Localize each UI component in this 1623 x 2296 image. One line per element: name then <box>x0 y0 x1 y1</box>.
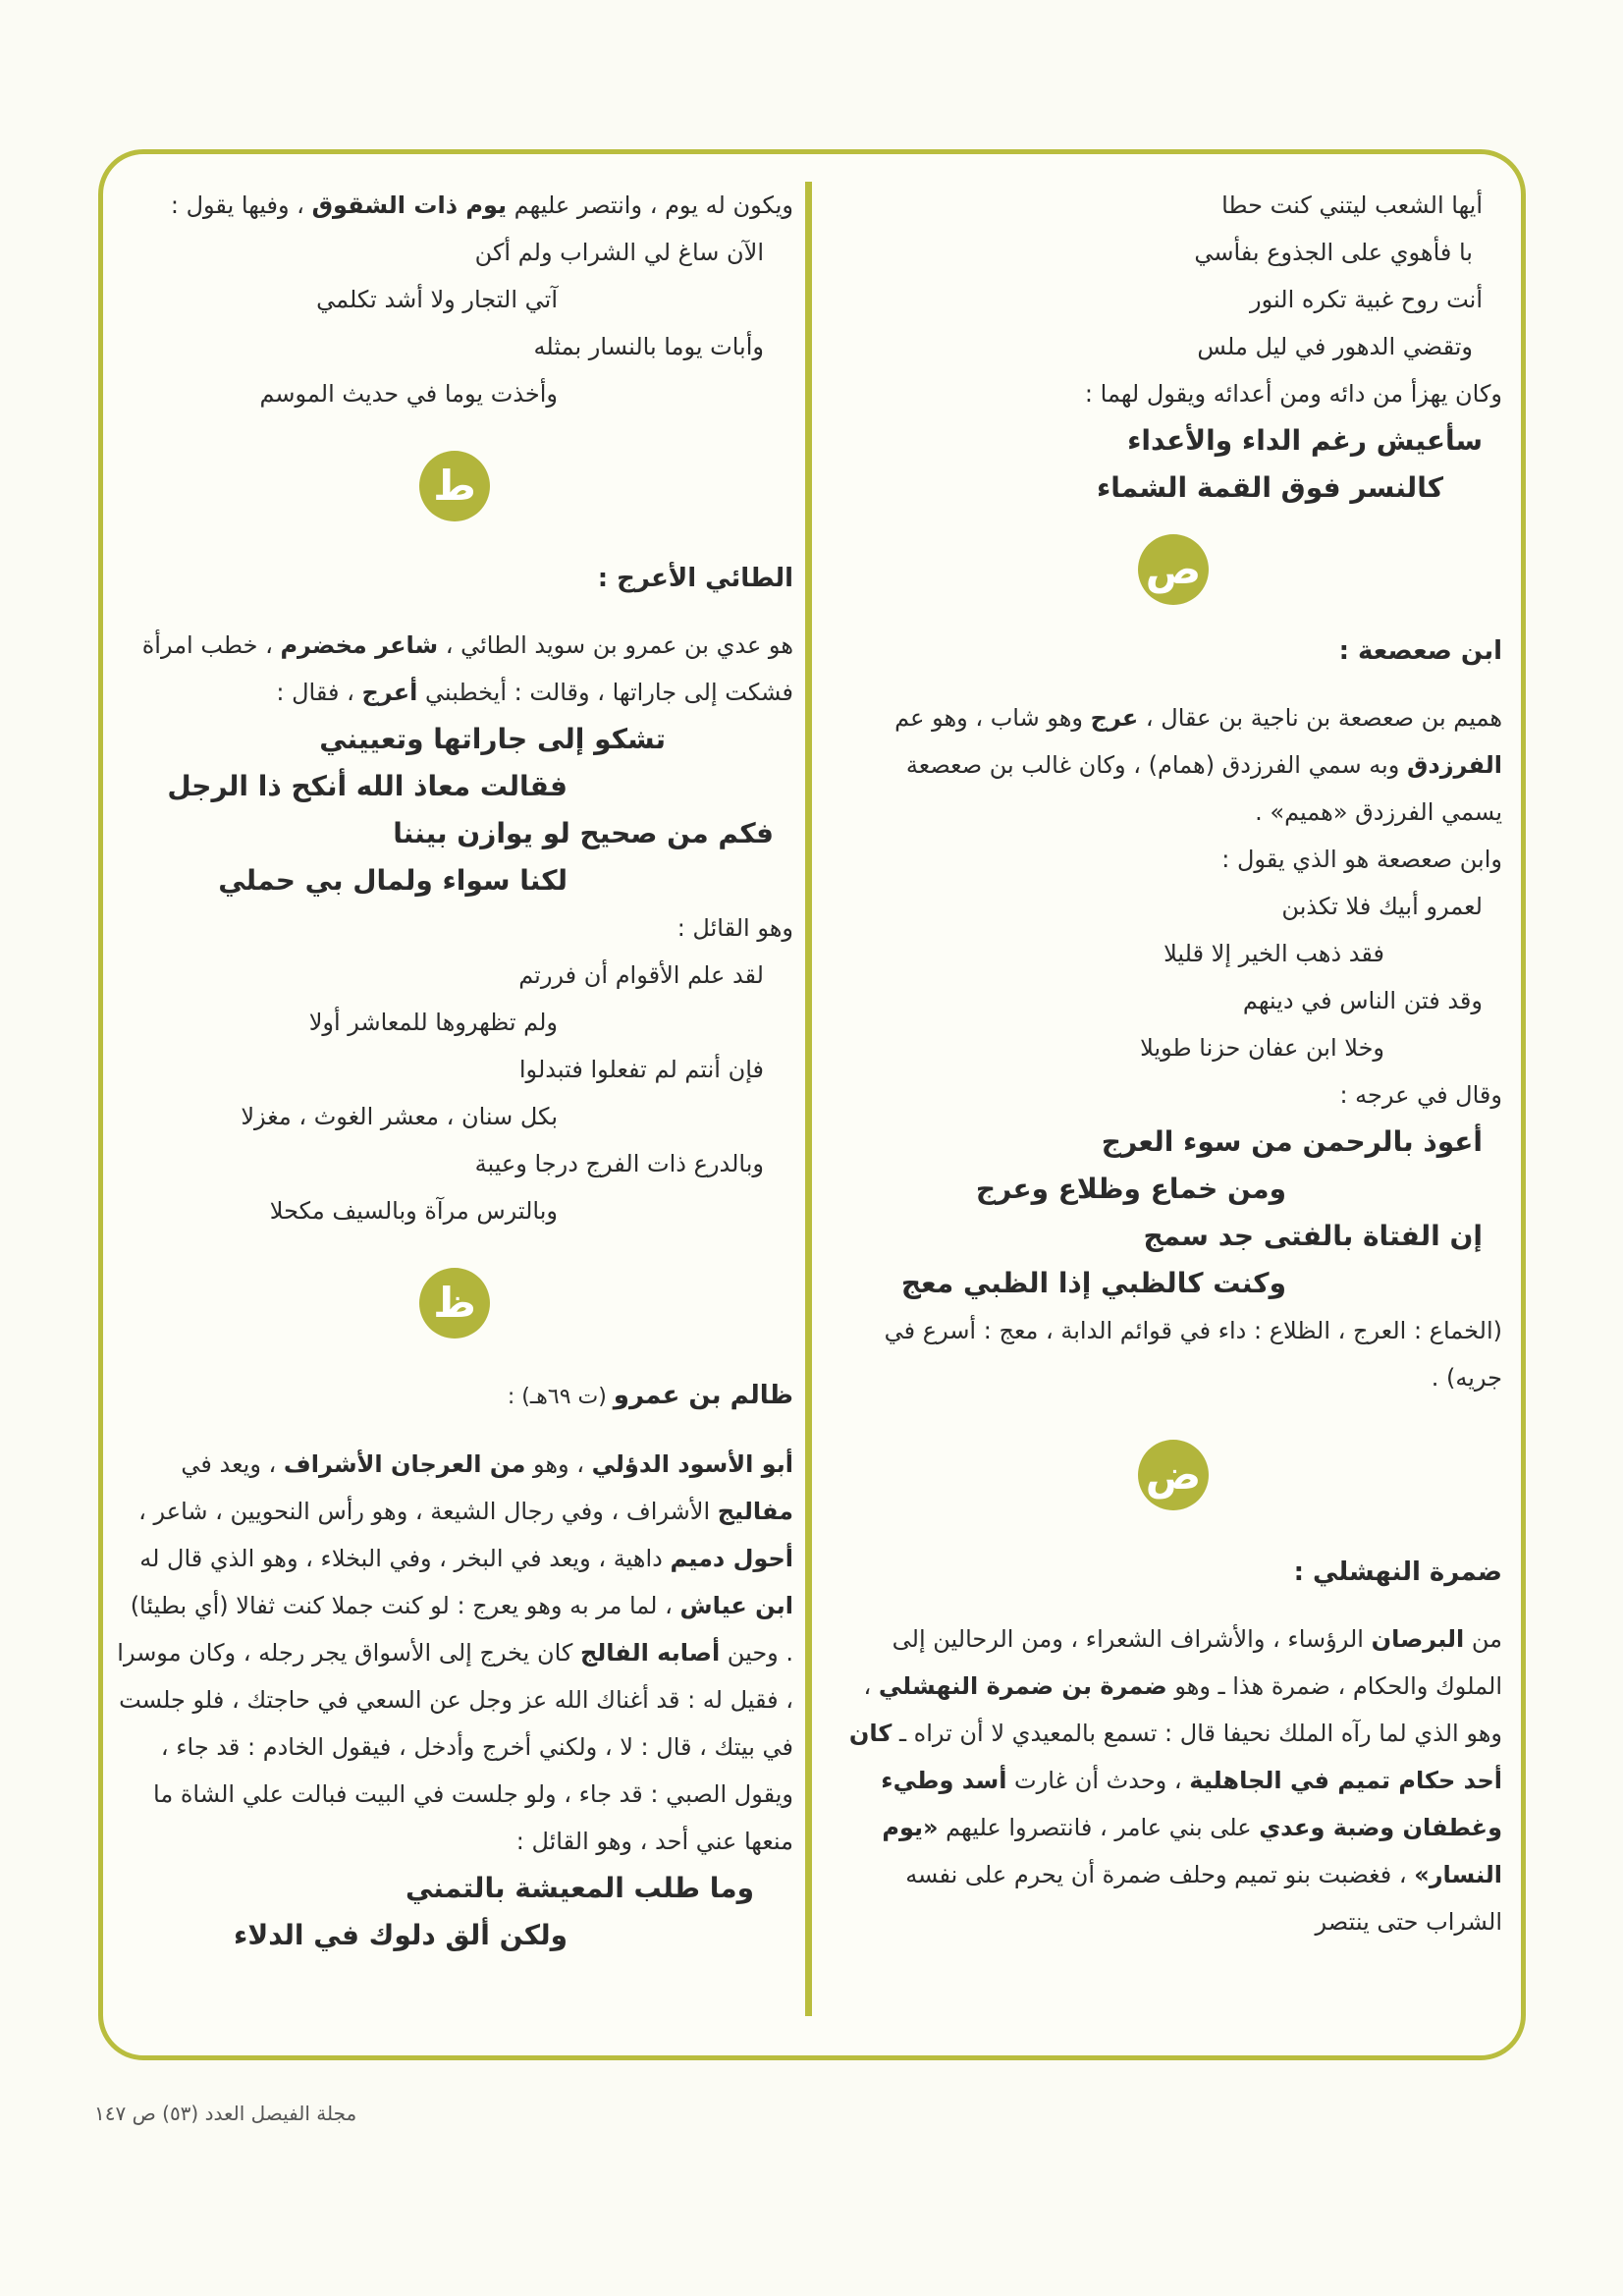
gloss-note: (الخماع : العرج ، الظلاع : داء في قوائم الدابة ، معج : أسرع في جريه) . <box>884 1317 1502 1392</box>
verse-line: وقد فتن الناس في دينهم <box>1242 987 1483 1014</box>
big-verse: ومن خماع وظلاع وعرج <box>975 1173 1286 1205</box>
letter-badge-wrap <box>844 512 1502 628</box>
right-column <box>844 182 1502 1945</box>
verse-line: لقد علم الأقوام أن فررتم <box>518 961 764 989</box>
section-paragraph: هو عدي بن عمرو بن سويد الطائي ، شاعر مخضرم ، خطب امرأة فشكت إلى جاراتها ، وقالت : أيخطبني أعرج ، فقال : <box>141 631 793 706</box>
verse-line: بكل سنان ، معشر الغوث ، مغزلا <box>241 1103 558 1130</box>
big-verse: لكنا سواء ولمال بي حملي <box>218 864 568 897</box>
section-heading: ظالم بن عمرو (ت ٦٩هـ) : <box>507 1381 793 1410</box>
letter-dad-badge: ض <box>1138 1440 1209 1510</box>
section-heading: الطائي الأعرج : <box>597 564 793 593</box>
column-divider <box>805 182 812 2016</box>
verse-line: أيها الشعب ليتني كنت حطا <box>1221 191 1483 219</box>
verse-line: وأبات يوما بالنسار بمثله <box>533 333 764 360</box>
intro-line: وهو القائل : <box>676 914 793 942</box>
letter-badge-wrap <box>116 417 793 555</box>
intro-line: وكان يهزأ من دائه ومن أعدائه ويقول لهما : <box>1084 380 1502 408</box>
big-verse: كالنسر فوق القمة الشماء <box>1096 471 1443 504</box>
verse-line: وأخذت يوما في حديث الموسم <box>259 380 558 408</box>
big-verse: سأعيش رغم الداء والأعداء <box>1127 424 1483 457</box>
big-verse: وكنت كالظبي إذا الظبي معج <box>900 1267 1286 1299</box>
section-paragraph: أبو الأسود الدؤلي ، وهو من العرجان الأشراف ، ويعد في مفاليج الأشراف ، وفي رجال الشيعة ، وهو رأس النحويين ، شاعر ، أحول دميم داهية ، ويعد في البخر ، وفي البخلاء ، وهو الذي قال له ابن عياش ، لما مر به وهو يعرج : لو كنت جملا كنت ثفالا (أي بطيئا) . وحين أصابه الفالج كان يخرج إلى الأسواق يجر رجله ، وكان موسرا ، فقيل له : قد أغناك الله عز وجل عن السعي في حاجتك ، فلو جلست في بيتك ، قال : لا ، ولكني أخرج وأدخل ، فيقول الخادم : قد جاء ، ويقول الصبي : قد جاء ، ولو جلست في البيت فبالت علي الشاة ما منعها عني أحد ، وهو القائل : <box>117 1450 793 1855</box>
intro-line: وابن صعصعة هو الذي يقول : <box>1221 846 1502 873</box>
verse-line: فقد ذهب الخير إلا قليلا <box>1163 940 1384 967</box>
letter-badge-wrap <box>844 1401 1502 1549</box>
big-verse: إن الفتاة بالفتى جد سمج <box>1143 1220 1483 1252</box>
big-verse: فكم من صحيح لو يوازن بيننا <box>393 817 774 849</box>
verse-line: الآن ساغ لي الشراب ولم أكن <box>474 239 764 266</box>
verse-line: وتقضي الدهور في ليل ملس <box>1197 333 1473 360</box>
verse-line: فإن أنتم لم تفعلوا فتبدلوا <box>518 1056 764 1083</box>
verse-line: وبالترس مرآة وبالسيف مكحلا <box>269 1197 558 1225</box>
verse-line: وبالدرع ذات الفرج درجا وعيبة <box>474 1150 764 1177</box>
big-verse: أعوذ بالرحمن من سوء العرج <box>1101 1125 1483 1158</box>
verse-line: أنت روح غبية تكره النور <box>1250 286 1483 313</box>
letter-ta-badge: ط <box>419 451 490 521</box>
section-paragraph: من البرصان الرؤساء ، والأشراف الشعراء ، ومن الرحالين إلى الملوك والحكام ، ضمرة هذا ـ وهو ضمرة بن ضمرة النهشلي ، وهو الذي لما رآه الملك نحيفا قال : تسمع بالمعيدي لا أن تراه ـ كان أحد حكام تميم في الجاهلية ، وحدث أن غارت أسد وطيء وغطفان وضبة وعدي على بني عامر ، فانتصروا عليهم «يوم النسار» ، فغضبت بنو تميم وحلف ضمرة أن يحرم على نفسه الشراب حتى ينتصر <box>848 1625 1502 1936</box>
big-verse: وما طلب المعيشة بالتمني <box>405 1872 754 1904</box>
letter-badge-wrap <box>116 1234 793 1372</box>
verse-line: آتي التجار ولا أشد تكلمي <box>316 286 558 313</box>
verse-line: لعمرو أبيك فلا تكذبن <box>1281 893 1483 920</box>
page-footer: مجلة الفيصل العدد (٥٣) ص ١٤٧ <box>94 2102 357 2125</box>
letter-za-badge: ظ <box>419 1268 490 1339</box>
verse-line: وخلا ابن عفان حزنا طويلا <box>1140 1034 1384 1062</box>
verse-line: با فأهوي على الجذوع بفأسي <box>1194 239 1473 266</box>
letter-sad-badge: ص <box>1138 534 1209 605</box>
section-heading: ابن صعصعة : <box>1338 636 1502 666</box>
verse-line: ولم تظهروها للمعاشر أولا <box>308 1009 558 1036</box>
big-verse: فقالت معاذ الله أنكح ذا الرجل <box>167 770 568 802</box>
big-verse: ولكن ألق دلوك في الدلاء <box>234 1919 568 1951</box>
section-heading: ضمرة النهشلي : <box>1293 1558 1502 1587</box>
section-paragraph: هميم بن صعصعة بن ناجية بن عقال ، عرج وهو شاب ، وهو عم الفرزدق وبه سمي الفرزدق (همام) ، وكان غالب بن صعصعة يسمي الفرزدق «هميم» . <box>894 704 1502 826</box>
section-paragraph: ويكون له يوم ، وانتصر عليهم يوم ذات الشقوق ، وفيها يقول : <box>170 191 793 219</box>
intro-line: وقال في عرجه : <box>1339 1081 1502 1109</box>
big-verse: تشكو إلى جاراتها وتعييني <box>319 723 666 755</box>
left-column <box>116 182 793 1959</box>
